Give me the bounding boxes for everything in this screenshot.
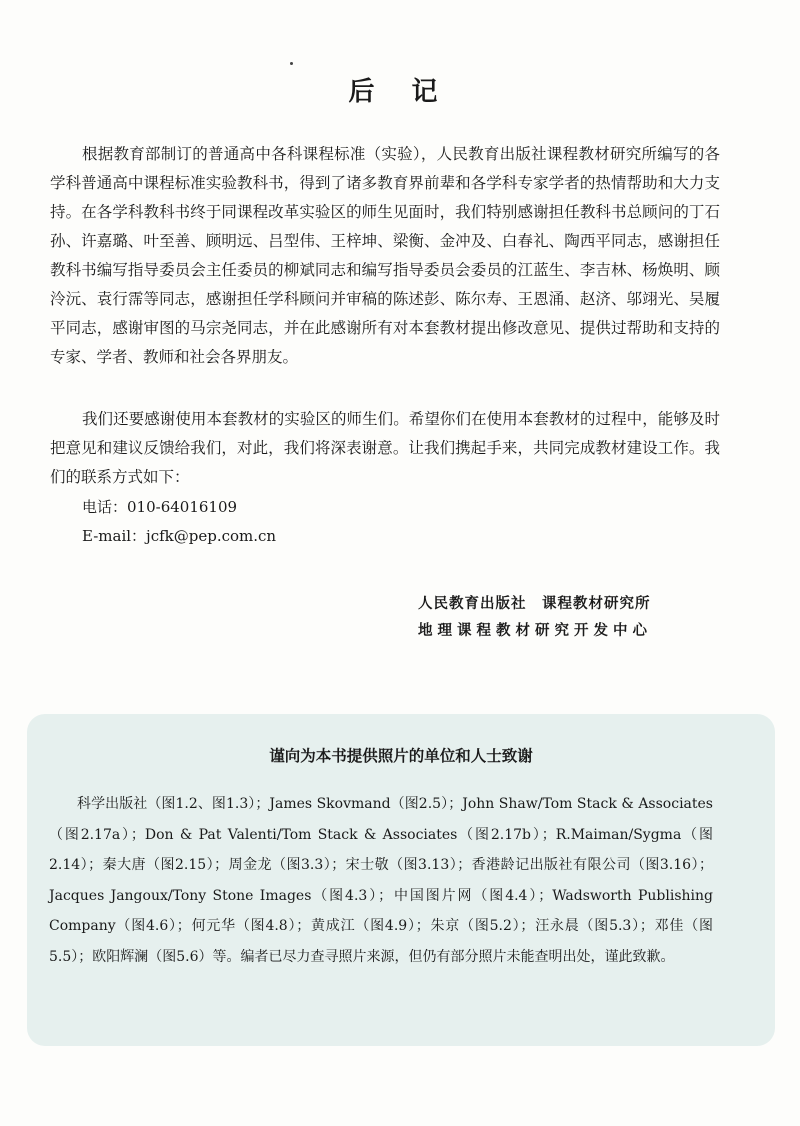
contact-email: E-mail：jcfk@pep.com.cn xyxy=(82,527,277,545)
signature-center: 地理课程教材研究开发中心 xyxy=(418,623,652,639)
printed-dot-mark xyxy=(290,62,293,65)
page-title: 后 记 xyxy=(348,77,452,107)
acknowledgement-title: 谨向为本书提供照片的单位和人士致谢 xyxy=(269,747,533,765)
paragraph-thanks: 根据教育部制订的普通高中各科课程标准（实验），人民教育出版社课程教材研究所编写的各学科普通高中课程标准实验教科书，得到了诸多教育界前辈和各学科专家学者的热情帮助和大力支持。在各学科教科书终于同课程改革实验区的师生见面时，我们特别感谢担任教科书总顾问的丁石孙、许嘉璐、叶至善、顾明远、吕型伟、王梓坤、梁衡、金冲及、白春礼、陶西平同志，感谢担任教科书编写指导委员会主任委员的柳斌同志和编写指导委员会委员的江蓝生、李吉林、杨焕明、顾泠沅、袁行霈等同志，感谢担任学科顾问并审稿的陈述彭、陈尔寿、王恩涌、赵济、邬翊光、吴履平同志，感谢审图的马宗尧同志，并在此感谢所有对本套教材提出修改意见、提供过帮助和支持的专家、学者、教师和社会各界朋友。 xyxy=(50,145,720,366)
acknowledgement-text: 科学出版社（图1.2、图1.3）；James Skovmand（图2.5）；John Shaw/Tom Stack & Associates（图2.17a）；Don & Pat Valenti/Tom Stack & Associates（图2.17b）；R.Maiman/Sygma（图2.14）；秦大唐（图2.15）；周金龙（图3.3）；宋士敬（图3.13）；香港龄记出版社有限公司（图3.16）；Jacques Jangoux/Tony Stone Images（图4.3）；中国图片网（图4.4）；Wadsworth Publishing Company（图4.6）；何元华（图4.8）；黄成江（图4.9）；朱京（图5.2）；汪永晨（图5.3）；邓佳（图5.5）；欧阳辉澜（图5.6）等。编者已尽力查寻照片来源，但仍有部分照片未能查明出处，谨此致歉。 xyxy=(49,796,713,965)
photo-acknowledgement-box xyxy=(27,714,775,1046)
paragraph-feedback: 我们还要感谢使用本套教材的实验区的师生们。希望你们在使用本套教材的过程中，能够及时把意见和建议反馈给我们，对此，我们将深表谢意。让我们携起手来，共同完成教材建设工作。我们的联系方式如下： xyxy=(50,410,720,486)
contact-phone: 电话：010-64016109 xyxy=(82,498,238,516)
signature-publisher: 人民教育出版社 课程教材研究所 xyxy=(418,596,651,612)
